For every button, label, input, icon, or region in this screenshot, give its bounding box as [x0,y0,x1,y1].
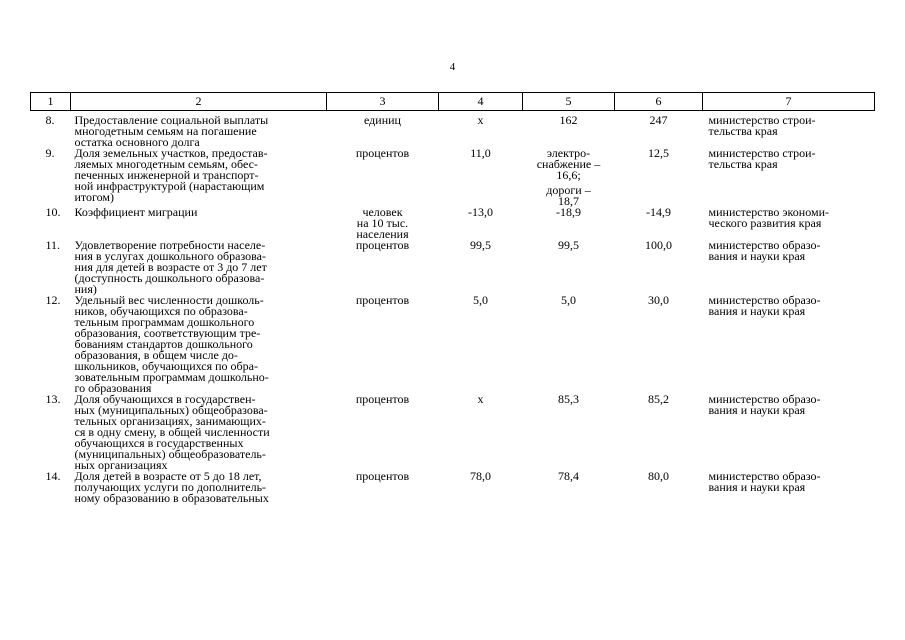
unit-line: процентов [355,238,410,252]
value-col-5 [523,295,615,394]
indicator-name-line: печенных инженерной и транспорт- [74,168,259,182]
indicator-name-line: ных (муниципальных) общеобразова- [74,403,268,417]
table-row [31,295,875,394]
ministry-line: вания и науки края [708,403,806,417]
indicator-name-line: образования, в общем числе до- [74,348,238,362]
indicator-name-line: Доля детей в возрасте от 5 до 18 лет, [74,469,262,483]
indicator-name-line: Доля земельных участков, предостав- [74,146,268,160]
indicator-name-line: ников, обучающихся по образова- [74,304,248,318]
unit [327,148,439,207]
row-number: 12. [45,293,61,307]
value-line: 5,0 [561,293,576,307]
value-line: 85,3 [558,392,579,406]
row-number: 11. [45,238,61,252]
unit [327,471,439,504]
column-header-1: 1 [31,93,71,111]
unit-line: населения [356,227,409,241]
value-col-4: 11,0 [470,146,491,160]
unit-line: на 10 тыс. [356,216,409,230]
ministry-line: министерство образо- [708,469,821,483]
responsible-ministry [703,240,875,295]
indicator-name-line: ния для детей в возрасте от 3 до 7 лет [74,260,267,274]
ministry-line: тельства края [708,124,778,138]
row-number: 9. [45,146,55,160]
indicators-table [30,92,875,504]
indicator-name-line: ния в услугах дошкольного образова- [74,249,266,263]
indicator-name-line: ных организациях [74,458,168,472]
responsible-ministry [703,111,875,149]
value-col-6: 12,5 [648,146,669,160]
table-row [31,394,875,471]
indicator-name [71,295,327,394]
value-col-6: -14,9 [646,205,671,219]
indicator-name-line: Коэффициент миграции [74,205,198,219]
indicator-name-line: итогом) [74,190,114,204]
ministry-line: министерство строи- [708,113,816,127]
value-col-5 [523,240,615,295]
row-number: 10. [45,205,61,219]
indicator-name-line: школьников, обучающихся по обра- [74,359,258,373]
value-col-5 [523,207,615,240]
table-body [31,111,875,505]
responsible-ministry [703,471,875,504]
column-header-2: 2 [71,93,327,111]
indicator-name-line: многодетным семьям на погашение [74,124,257,138]
unit-line: процентов [355,293,410,307]
table-row [31,207,875,240]
row-number: 13. [45,392,61,406]
unit [327,394,439,471]
indicator-name-line: зовательным программам дошкольно- [74,370,269,384]
value-line: 18,7 [558,194,579,208]
unit-line: единиц [364,113,401,127]
indicator-name [71,394,327,471]
unit [327,111,439,149]
value-col-5 [523,471,615,504]
value-col-4: -13,0 [468,205,493,219]
column-header-6: 6 [615,93,703,111]
indicator-name-line: Доля обучающихся в государствен- [74,392,256,406]
indicator-name-line: Удельный вес численности дошколь- [74,293,264,307]
value-col-6: 247 [649,113,668,127]
table-row [31,471,875,504]
indicator-name-line: (муниципальных) общеобразователь- [74,447,266,461]
value-line: 78,4 [558,469,579,483]
column-header-3: 3 [327,93,439,111]
value-line: снабжение – [536,157,601,171]
unit [327,207,439,240]
ministry-line: министерство образо- [708,238,821,252]
indicator-name-line: тельным программам дошкольного [74,315,255,329]
value-line: 99,5 [558,238,579,252]
ministry-line: тельства края [708,157,778,171]
value-col-6: 80,0 [648,469,669,483]
responsible-ministry [703,295,875,394]
ministry-line: министерство образо- [708,392,821,406]
ministry-line: ческого развития края [708,216,822,230]
value-col-6: 85,2 [648,392,669,406]
indicator-name-line: ному образованию в образовательных [74,491,269,505]
unit-line: человек [362,205,403,219]
value-col-5 [523,148,615,207]
value-col-4: х [477,392,484,406]
ministry-line: министерство образо- [708,293,821,307]
indicator-name [71,207,327,240]
indicator-name-line: бованиям стандартов дошкольного [74,337,253,351]
indicator-name-line: обучающихся в государственных [74,436,244,450]
value-col-5 [523,111,615,149]
row-number: 14. [45,469,61,483]
indicator-name-line: тельных организациях, занимающих- [74,414,266,428]
value-line: 162 [559,113,578,127]
value-line: 16,6; [556,168,581,182]
indicator-name-line: ся в одну смену, в общей численности [74,425,270,439]
indicator-name-line: получающих услуги по дополнитель- [74,480,267,494]
responsible-ministry [703,207,875,240]
row-number: 8. [45,113,55,127]
column-header-7: 7 [703,93,875,111]
unit [327,295,439,394]
ministry-line: министерство строи- [708,146,816,160]
ministry-line: вания и науки края [708,304,806,318]
indicator-name-line: (доступность дошкольного образова- [74,271,265,285]
indicator-name-line: Удовлетворение потребности населе- [74,238,266,252]
value-col-4: х [477,113,484,127]
indicator-name-line: го образования [74,381,152,395]
value-part [523,185,615,207]
responsible-ministry [703,394,875,471]
indicator-name-line: ляемых многодетным семьям, обес- [74,157,258,171]
table-row [31,240,875,295]
value-col-6: 30,0 [648,293,669,307]
column-header-5: 5 [523,93,615,111]
unit-line: процентов [355,469,410,483]
value-col-6: 100,0 [645,238,672,252]
page-number: 4 [449,61,456,73]
indicator-name-line: ной инфраструктурой (нарастающим [74,179,265,193]
indicator-name [71,148,327,207]
indicator-name [71,111,327,149]
indicator-name [71,471,327,504]
value-line: электро- [546,146,591,160]
indicator-name-line: остатка основного долга [74,135,200,149]
unit-line: процентов [355,146,410,160]
ministry-line: министерство экономи- [708,205,829,219]
ministry-line: вания и науки края [708,480,806,494]
indicator-name-line: Предоставление социальной выплаты [74,113,269,127]
value-line: -18,9 [556,205,581,219]
table-row [31,148,875,207]
value-col-4: 99,5 [470,238,491,252]
unit [327,240,439,295]
value-line: дороги – [546,183,591,197]
indicator-name [71,240,327,295]
value-col-4: 5,0 [473,293,488,307]
value-col-4: 78,0 [470,469,491,483]
header-row [31,93,875,111]
responsible-ministry [703,148,875,207]
indicator-name-line: ния) [74,282,97,296]
value-part [523,148,615,181]
indicator-name-line: образования, соответствующим тре- [74,326,261,340]
ministry-line: вания и науки края [708,249,806,263]
table-row [31,111,875,149]
value-col-5 [523,394,615,471]
unit-line: процентов [355,392,410,406]
column-header-4: 4 [439,93,523,111]
